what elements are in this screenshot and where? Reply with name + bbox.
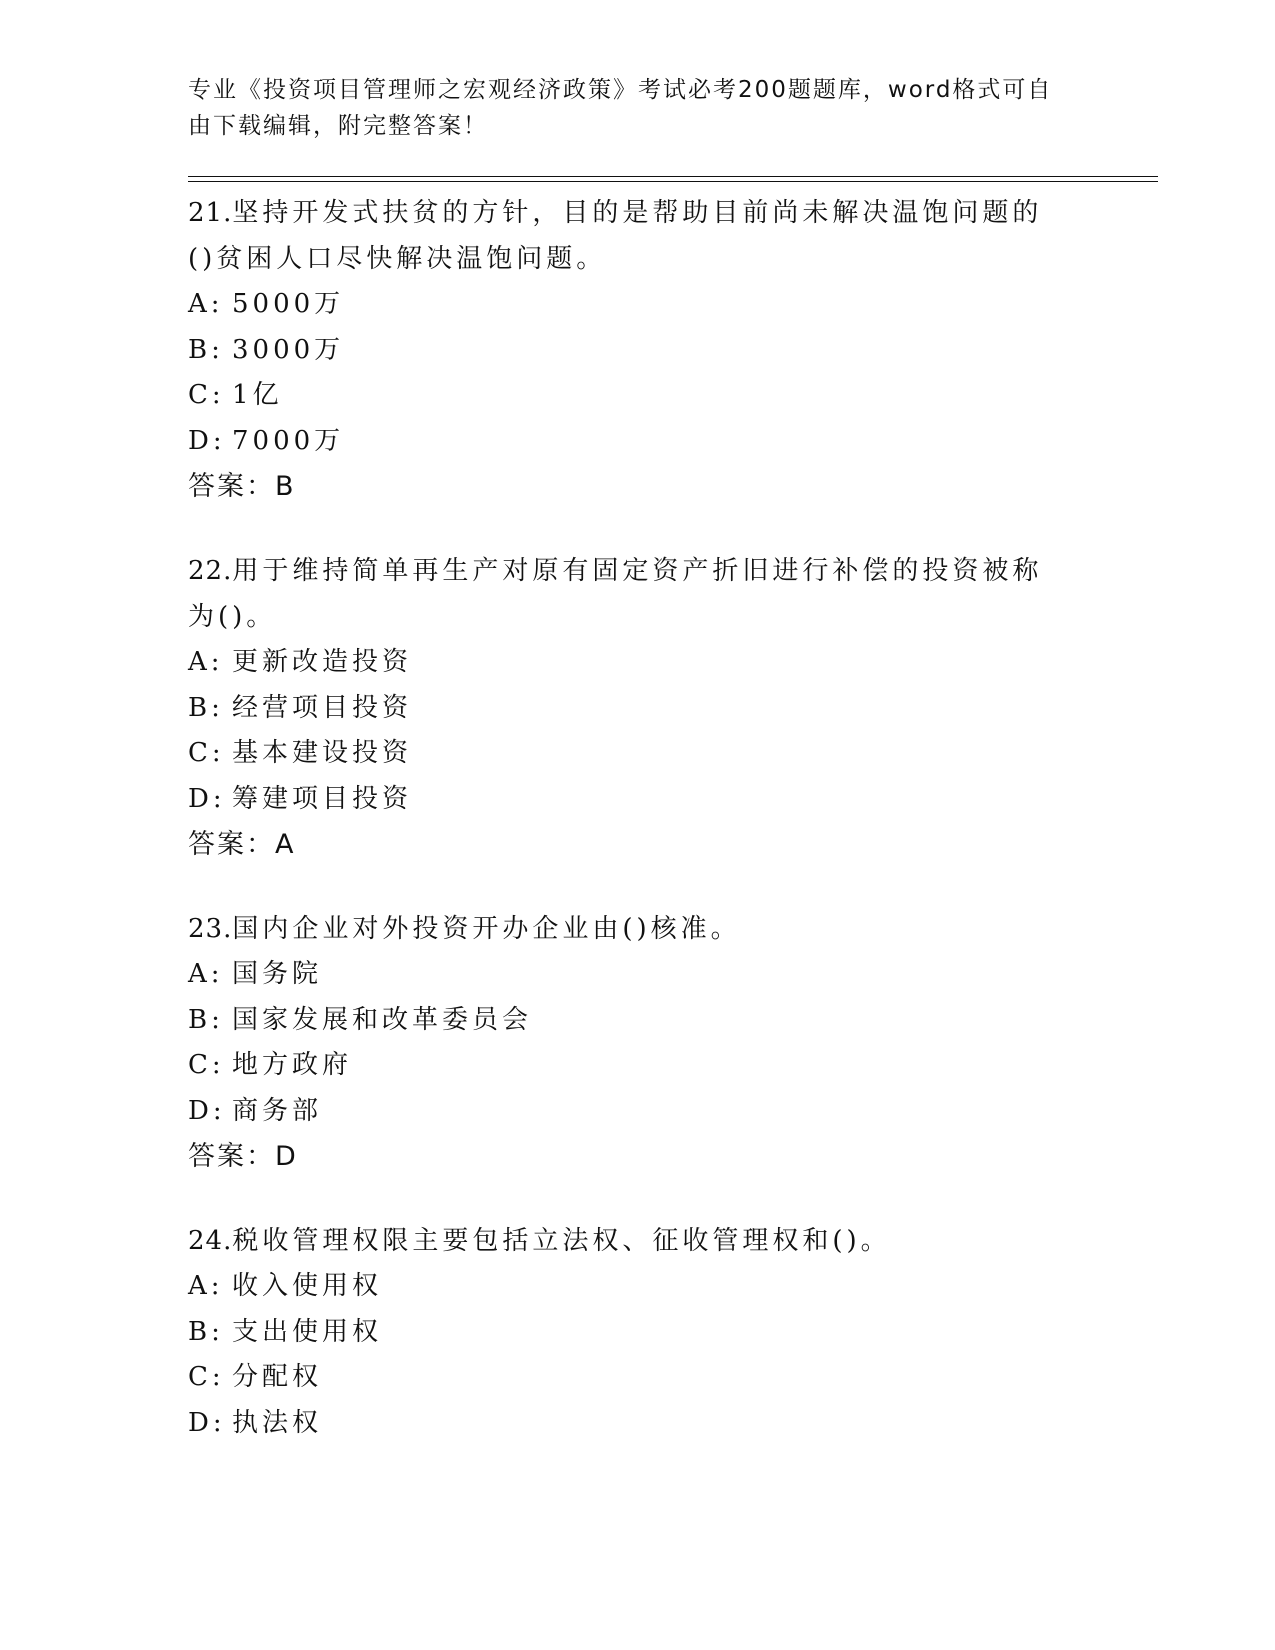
- question-number: 22.: [188, 556, 233, 586]
- question-text: 税收管理权限主要包括立法权、征收管理权和()。: [232, 1226, 891, 1256]
- option-d: [188, 1401, 1158, 1447]
- option-letter: C:: [188, 380, 225, 410]
- option-letter: B:: [188, 334, 224, 365]
- option-b: [188, 1310, 1158, 1356]
- question-stem: [188, 190, 1068, 282]
- header-divider-bottom: [188, 181, 1158, 182]
- question-22: [188, 548, 1158, 868]
- option-text: 经营项目投资: [232, 692, 413, 723]
- option-a: [188, 1264, 1158, 1310]
- option-letter: A:: [188, 289, 224, 319]
- answer-line: 答案：D: [188, 1141, 298, 1172]
- option-text: 商务部: [232, 1095, 323, 1126]
- question-24: [188, 1218, 1158, 1446]
- option-letter: A:: [188, 959, 224, 989]
- option-text: 国务院: [232, 959, 323, 989]
- header-divider-top: [188, 176, 1158, 177]
- option-a: [188, 640, 1158, 686]
- question-stem: [188, 548, 1068, 640]
- option-d: [188, 419, 1158, 465]
- option-text: 执法权: [232, 1407, 323, 1438]
- answer-line: 答案：A: [188, 829, 296, 860]
- option-letter: A:: [188, 1271, 224, 1301]
- question-number: 24.: [188, 1226, 233, 1256]
- document-page: [188, 72, 1188, 1438]
- question-text: 用于维持简单再生产对原有固定资产折旧进行补偿的投资被称为()。: [188, 556, 1043, 632]
- option-text: 1亿: [232, 380, 283, 410]
- question-21: [188, 190, 1158, 510]
- option-c: [188, 1043, 1158, 1089]
- question-number: 23.: [188, 914, 233, 944]
- option-text: 5000万: [232, 289, 345, 319]
- option-text: 国家发展和改革委员会: [232, 1004, 533, 1035]
- option-b: [188, 998, 1158, 1044]
- option-a: [188, 952, 1158, 998]
- option-text: 基本建设投资: [232, 738, 413, 768]
- option-b: [188, 686, 1158, 732]
- option-letter: B:: [188, 692, 224, 723]
- question-text: 国内企业对外投资开办企业由()核准。: [232, 914, 741, 944]
- question-stem: [188, 906, 1068, 952]
- option-c: [188, 731, 1158, 777]
- option-letter: D:: [188, 425, 226, 456]
- option-d: [188, 1089, 1158, 1135]
- option-letter: B:: [188, 1316, 224, 1347]
- option-b: [188, 328, 1158, 374]
- question-23: [188, 906, 1158, 1180]
- question-number: 21.: [188, 198, 233, 228]
- option-text: 分配权: [232, 1362, 323, 1392]
- option-letter: B:: [188, 1004, 224, 1035]
- question-stem: [188, 1218, 1068, 1264]
- option-letter: D:: [188, 1407, 226, 1438]
- option-text: 支出使用权: [232, 1316, 383, 1347]
- option-text: 筹建项目投资: [232, 783, 413, 814]
- option-letter: D:: [188, 1095, 226, 1126]
- option-a: [188, 282, 1158, 328]
- option-text: 7000万: [232, 425, 345, 456]
- option-letter: C:: [188, 738, 225, 768]
- option-letter: C:: [188, 1362, 225, 1392]
- option-c: [188, 1355, 1158, 1401]
- option-text: 收入使用权: [232, 1271, 383, 1301]
- document-header: 专业《投资项目管理师之宏观经济政策》考试必考200题题库，word格式可自由下载编辑，附完整答案！: [188, 77, 1053, 139]
- answer-line: 答案：B: [188, 471, 296, 502]
- option-text: 更新改造投资: [232, 647, 413, 677]
- question-list: [188, 190, 1158, 1484]
- option-letter: A:: [188, 647, 224, 677]
- option-c: [188, 373, 1158, 419]
- option-text: 地方政府: [232, 1050, 353, 1080]
- question-text: 坚持开发式扶贫的方针，目的是帮助目前尚未解决温饱问题的()贫困人口尽快解决温饱问题。: [188, 198, 1043, 274]
- option-text: 3000万: [232, 334, 345, 365]
- option-letter: C:: [188, 1050, 225, 1080]
- option-letter: D:: [188, 783, 226, 814]
- option-d: [188, 777, 1158, 823]
